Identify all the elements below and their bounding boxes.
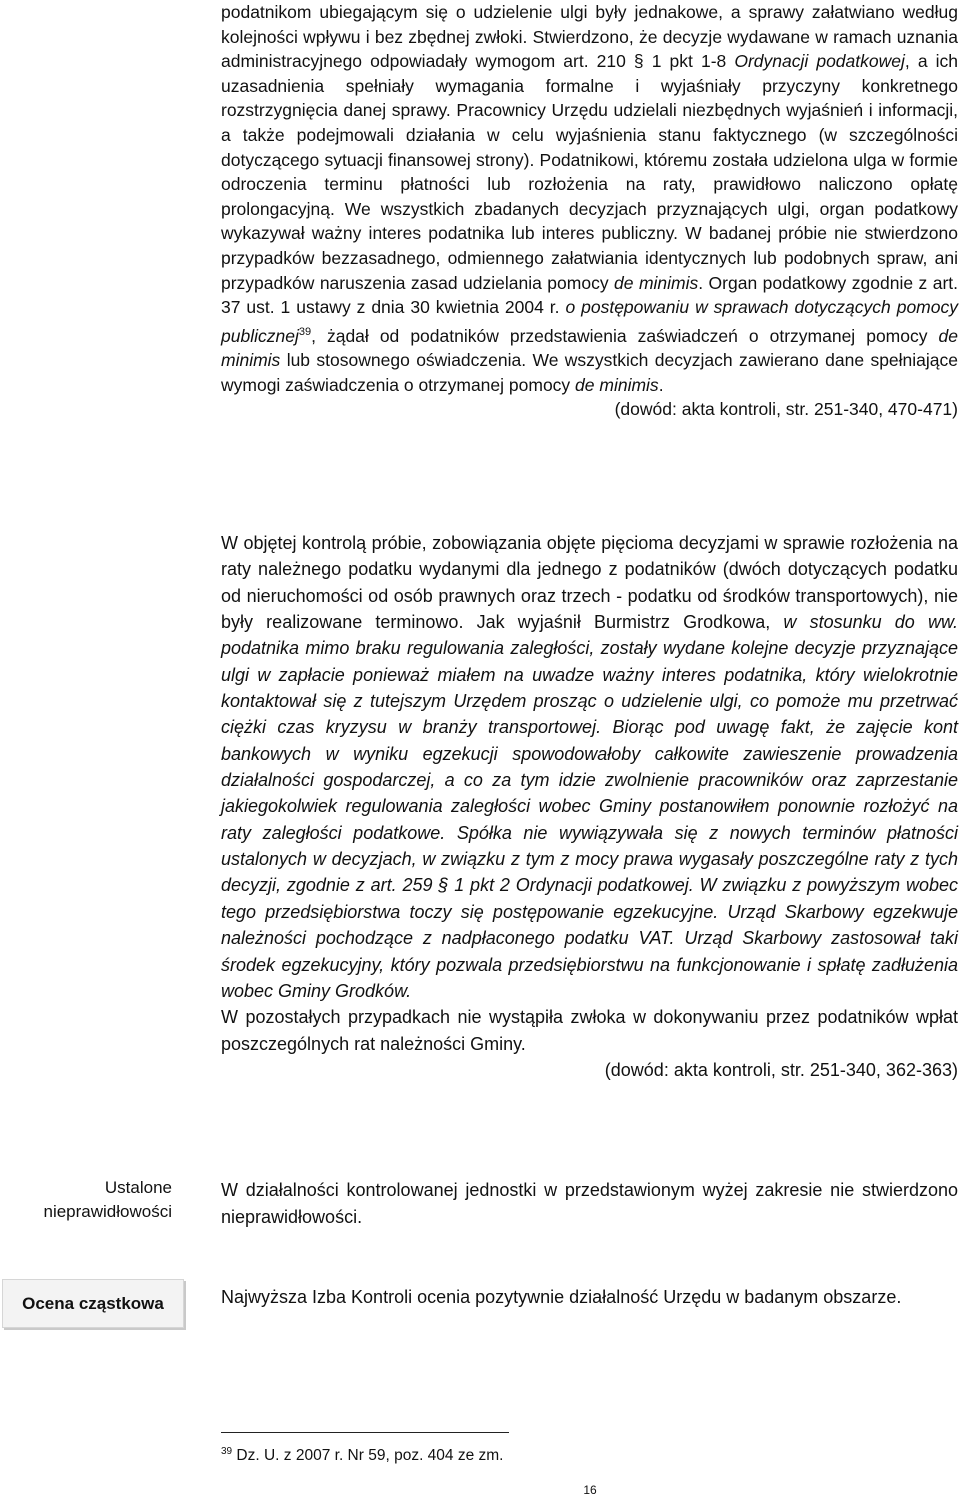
- other-cases-text: W pozostałych przypadkach nie wystąpiła zwłoka w dokonywaniu przez podatników wpłat poszczególnych rat należności Gminy.: [221, 1007, 958, 1054]
- irregularities-label: Ustalone nieprawidłowości: [43, 1178, 172, 1221]
- page-number: 16: [583, 1483, 597, 1497]
- compliance-findings-text: podatnikom ubiegającym się o udzielenie ulgi były jednakowe, a sprawy załatwiano według kolejności wpływu i bez zbędnej zwłoki. Stwierdzono, że decyzje wydawane w ramach uznania administracyjnego odpowiadały wymogom art. 210 § 1 pkt 1-8 Ordynacji podatkowej, a ich uzasadnienia spełniały wymagania formalne i wyjaśniały przyczyny konkretnego rozstrzygnięcia danej sprawy. Pracownicy Urzędu udzielali niezbędnych wyjaśnień i informacji, a także podejmowali działania w celu wyjaśnienia stanu faktycznego (w szczególności dotyczącego sytuacji finansowej strony). Podatnikowi, któremu została udzielona ulga w formie odroczenia terminu płatności lub rozłożenia na raty, prawidłowo naliczono opłatę prolongacyjną. We wszystkich zbadanych decyzjach przyznających ulgi, organ podatkowy wykazywał ważny interes podatnika lub interes publiczny. W badanej próbie nie stwierdzono przypadków bezzasadnego, odmiennego załatwiania identycznych lub podobnych spraw, ani przypadków naruszenia zasad udzielania pomocy de minimis. Organ podatkowy zgodnie z art. 37 ust. 1 ustawy z dnia 30 kwietnia 2004 r. o postępowaniu w sprawach dotyczących pomocy publicznej$^{39}$, żądał od podatników przedstawienia zaświadczeń o otrzymanej pomocy de minimis lub stosownego oświadczenia. We wszystkich decyzjach zawierano dane spełniające wymogi zaświadczenia o otrzymanej pomocy de minimis.: [221, 2, 958, 395]
- footnote-number: 39: [221, 1446, 233, 1457]
- footnote-reference[interactable]: 39: [298, 325, 312, 338]
- footnote-divider: [221, 1432, 509, 1433]
- partial-assessment-badge: Ocena cząstkowa: [2, 1279, 184, 1328]
- installment-delay-paragraph: [221, 530, 958, 1083]
- installment-delay-text: W objętej kontrolą próbie, zobowiązania objęte pięcioma decyzjami w sprawie rozłożenia na raty należnego podatku wydanymi dla jednego z podatników (dwóch dotyczących podatku od nieruchomości od osób prawnych oraz trzech - podatku od środków transportowych), nie były realizowane terminowo. Jak wyjaśnił Burmistrz Grodkowa, w stosunku do ww. podatnika mimo braku regulowania zaległości, zostały wydane kolejne decyzje przyznające ulgi w zapłacie ponieważ miałem na uwadze ważny interes podatnika, który wielokrotnie kontaktował się z tutejszym Urzędem prosząc o udzielenie ulgi, co pomoże mu przetrwać ciężki czas kryzysu w branży transportowej. Biorąc pod uwagę fakt, że zajęcie kont bankowych w wyniku egzekucji spowodowałoby całkowite zawieszenie prowadzenia działalności gospodarczej, a co za tym idzie zwolnienie pracowników oraz zaprzestanie jakiegokolwiek regulowania zaległości wobec Gminy postanowiłem ponownie rozłożyć na raty zaległości podatkowe. Spółka nie wywiązywała się z nowych terminów płatności ustalonych w decyzjach, w związku z tym z mocy prawa wygasały poszczególne raty z tych decyzji, zgodnie z art. 259 § 1 pkt 2 Ordynacji podatkowej. W związku z powyższym wobec tego przedsiębiorstwa toczy się postępowanie egzekucyjne. Urząd Skarbowy egzekwuje należności pochodzące z nadpłaconego podatku VAT. Urząd Skarbowy zastosował taki środek egzekucyjny, który pozwala przedsiębiorstwu na funkcjonowanie i spłatę zadłużenia wobec Gminy Grodków.: [221, 533, 959, 1001]
- compliance-findings-paragraph: [221, 0, 958, 422]
- partial-assessment-text: Najwyższa Izba Kontroli ocenia pozytywnie działalność Urzędu w badanym obszarze.: [221, 1287, 902, 1307]
- irregularities-text: W działalności kontrolowanej jednostki w przedstawionym wyżej zakresie nie stwierdzono nieprawidłowości.: [221, 1180, 958, 1227]
- footnote-text: Dz. U. z 2007 r. Nr 59, poz. 404 ze zm.: [232, 1447, 504, 1465]
- evidence-reference: (dowód: akta kontroli, str. 251-340, 362-363): [604, 1059, 958, 1080]
- evidence-reference: (dowód: akta kontroli, str. 251-340, 470-471): [614, 399, 958, 420]
- footnote: [221, 1446, 504, 1465]
